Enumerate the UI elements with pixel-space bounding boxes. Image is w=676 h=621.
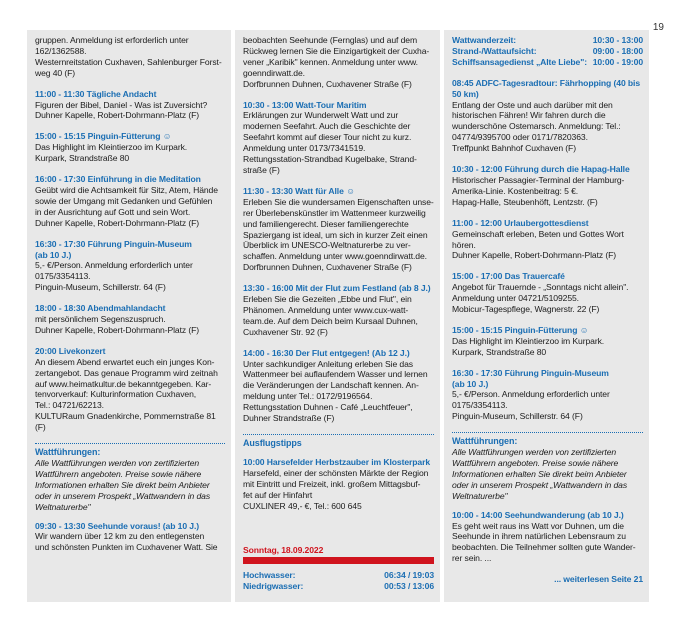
event-line: modernen Seefahrt. Auch die Geschichte der <box>243 121 411 132</box>
event-line: Mobicur-Tagespflege, Wagnerstr. 22 (F) <box>452 304 600 315</box>
event-line: Duhner Kapelle, Robert-Dohrmann-Platz (F) <box>35 324 200 335</box>
event-line: gruppen. Anmeldung ist erforderlich unter <box>35 35 189 45</box>
event-entry <box>452 368 643 423</box>
info-label: Strand-/Wattaufsicht: <box>452 45 537 56</box>
tide-label: Niedrigwasser: <box>243 581 304 592</box>
event-line: Alle Wattführungen werden von zertifizierten <box>452 447 617 458</box>
event-heading: 16:30 - 17:30 Führung Pinguin-Museum <box>452 367 609 378</box>
event-line: KULTURaum Gnadenkirche, Pommernstraße 81 (F) <box>35 411 216 433</box>
event-entry <box>35 303 225 336</box>
event-line: Erleben Sie die Gezeiten „Ebbe und Flut", ein <box>243 294 412 305</box>
event-entry <box>452 78 643 154</box>
event-line: Westernreitstation Cuxhaven, Sahlenburger Forst- <box>35 56 222 67</box>
event-entry <box>35 239 225 294</box>
info-label: Schiffsansagedienst „Alte Liebe": <box>452 56 587 67</box>
event-line: und schönsten Punkten im Cuxhavener Watt. Sie <box>35 542 218 553</box>
event-heading: 10:00 - 14:00 Seehundwanderung (ab 10 J.) <box>452 509 624 520</box>
event-line: wunderschöne Ostemarsch. Anmeldung: Tel.: <box>452 121 621 132</box>
event-line: Treffpunkt Bahnhof Cuxhaven (F) <box>452 143 576 154</box>
event-line: meldung unter Tel.: 0172/9196564. <box>243 391 373 402</box>
info-label: Wattwanderzeit: <box>452 35 517 45</box>
event-line: Anmeldung unter 04721/5109255. <box>452 293 579 304</box>
event-line: Gemeinschaft erleben, Beten und Gottes Wort <box>452 228 624 239</box>
event-entry <box>452 218 643 262</box>
event-line: Erklärungen zur Wunderwelt Watt und zur <box>243 110 399 121</box>
info-row <box>452 35 643 46</box>
event-line: Kurpark, Strandstraße 80 <box>35 153 130 164</box>
event-line: Wattführern angeboten. Preise sowie nähere <box>35 468 202 479</box>
event-heading: 11:00 - 12:00 Urlaubergottesdienst <box>452 217 589 228</box>
event-line: Unter sachkundiger Anleitung erleben Sie das <box>243 358 413 369</box>
event-entry <box>243 35 434 90</box>
event-heading: 15:00 - 15:15 Pinguin-Fütterung ☺ <box>452 324 589 335</box>
event-entry <box>35 35 225 79</box>
event-line: CUXLINER 49,- €, Tel.: 600 645 <box>243 500 362 511</box>
event-line: Rettungsstation-Strandbad Kugelbake, Strand- <box>243 154 417 165</box>
section-body <box>35 458 225 513</box>
event-line: weg 40 (F) <box>35 67 76 78</box>
event-line: historischen Fähren! Wir fahren durch die <box>452 110 606 121</box>
event-line: Tel.: 04721/62213. <box>35 400 104 411</box>
column-3 <box>444 30 649 602</box>
section-body <box>452 447 643 502</box>
event-entry <box>35 89 225 122</box>
event-line: die Veränderungen der Landschaft kennen. An- <box>243 380 419 391</box>
info-row <box>452 57 643 68</box>
event-line: Anmeldung unter 0173/7341519. <box>243 143 366 154</box>
section-title: Wattführungen: <box>452 436 518 447</box>
event-line: und familiengerecht. Dieser familiengerechte <box>243 218 409 229</box>
event-line: rer sein. ... <box>452 553 492 564</box>
event-line: Dorfbrunnen Duhnen, Cuxhavener Straße (F) <box>243 262 412 273</box>
event-line: vener „Karibik" kennen. Anmeldung unter www. <box>243 56 418 67</box>
info-row <box>452 46 643 57</box>
event-line: Entlang der Oste und auch darüber mit den <box>452 99 613 110</box>
event-line: goenndirwatt.de. <box>243 67 305 78</box>
event-line: An diesem Abend erwartet euch ein junges Kon- <box>35 356 215 367</box>
event-entry <box>452 164 643 208</box>
event-line: Duhner Strandstraße (F) <box>243 413 335 424</box>
wattfuehrungen-section <box>35 443 225 512</box>
event-line: 5,- €/Person. Anmeldung erforderlich unter <box>35 260 193 271</box>
info-value: 10:30 - 13:00 <box>592 35 643 45</box>
event-line: sowie der Umgang mit Gedanken und Gefühlen <box>35 195 213 206</box>
event-line: schaffen. Anmeldung unter www.goenndirwatt.de. <box>243 251 427 262</box>
event-line: Informationen erhalten Sie direkt beim Anbieter <box>452 468 627 479</box>
event-line: in der Ausrichtung auf Gott und sein Wort. <box>35 206 191 217</box>
event-line: Phänomen. Anmeldung unter www.cux-watt- <box>243 304 409 315</box>
event-line: hören. <box>452 239 476 250</box>
event-heading: 11:30 - 13:30 Watt für Alle ☺ <box>243 185 355 196</box>
section-title: Ausflugstipps <box>243 438 302 448</box>
event-heading: 16:00 - 17:30 Einführung in die Meditation <box>35 174 201 185</box>
event-line: 04774/9395700 oder 0171/7820363. <box>452 132 588 143</box>
event-line: Seehunde in ihrem natürlichen Lebensraum zu <box>452 531 626 542</box>
event-entry <box>35 174 225 229</box>
column-1 <box>27 30 231 602</box>
event-line: Es geht weit raus ins Watt vor Duhnen, um die <box>452 520 624 531</box>
tide-table <box>243 570 434 592</box>
event-line: Das Highlight im Kleintierzoo im Kurpark. <box>452 335 605 346</box>
event-entry <box>452 271 643 315</box>
event-heading: 20:00 Livekonzert <box>35 345 106 356</box>
event-entry <box>243 186 434 273</box>
event-heading: 14:00 - 16:30 Der Flut entgegen! (Ab 12 J.) <box>243 347 410 358</box>
info-value: 09:00 - 18:00 <box>592 45 643 56</box>
event-line: Amerika-Linie. Kostenbeitrag: 5 €. <box>452 185 579 196</box>
event-line: oder in unserem Prospekt „Wattwandern in das <box>35 490 211 501</box>
event-line: Weltnaturerbe" <box>35 501 91 512</box>
event-line: mit persönlichem Segenszuspruch. <box>35 314 166 325</box>
event-line: Hapag-Halle, Steubenhöft, Lentzstr. (F) <box>452 196 598 207</box>
section-title: Wattführungen: <box>35 447 101 458</box>
event-heading: 15:00 - 17:00 Das Trauercafé <box>452 271 565 282</box>
event-line: straße (F) <box>243 164 280 175</box>
event-line: team.de. Auf dem Deich beim Kursaal Duhnen, <box>243 315 418 326</box>
event-line: Pinguin-Museum, Schillerstr. 64 (F) <box>452 411 583 422</box>
event-line: Erleben Sie die wundersamen Eigenschaften unse- <box>243 196 434 207</box>
event-line: tenvorverkauf: Kulturinformation Cuxhaven, <box>35 389 197 400</box>
event-heading: 08:45 ADFC-Tagesradtour: Fährhopping (40 bis <box>452 77 641 88</box>
event-line: Rettungsstation Duhnen - Café „Leuchtfeuer", <box>243 402 413 413</box>
event-line: rer Überlebenskünstler im Wattenmeer kurzweilig <box>243 207 426 218</box>
event-line: Rückweg lernen Sie die Einzigartigkeit der Cuxha- <box>243 45 430 56</box>
event-line: Harsefeld, einer der schönsten Märkte der Region <box>243 467 429 478</box>
event-line: Duhner Kapelle, Robert-Dohrmann-Platz (F) <box>35 217 200 228</box>
event-line: Angebot für Trauernde - „Sonntags nicht allein". <box>452 282 629 293</box>
event-line: 0175/3354113. <box>452 400 508 411</box>
event-entry <box>35 521 225 554</box>
event-line: Wattführern angeboten. Preise sowie nähere <box>452 458 619 468</box>
event-entry <box>243 100 434 176</box>
event-line: 162/1362588. <box>35 45 87 56</box>
tide-label: Hochwasser: <box>243 570 296 581</box>
event-line: Historischer Passagier-Terminal der Hamburg- <box>452 174 625 185</box>
event-heading: 09:30 - 13:30 Seehunde voraus! (ab 10 J.) <box>35 520 200 531</box>
event-line: Kurpark, Strandstraße 80 <box>452 346 547 357</box>
event-line: Wattenmeer bei auflaufendem Wasser und lernen <box>243 369 428 380</box>
event-heading: 10:00 Harsefelder Herbstzauber im Klosterpark <box>243 456 431 467</box>
event-heading: 11:00 - 11:30 Tägliche Andacht <box>35 88 157 99</box>
event-line: auf www.heimatkultur.de bekanntgegeben. Kar- <box>35 378 212 389</box>
event-heading: 13:30 - 16:00 Mit der Flut zum Festland (ab 8 J.) <box>243 283 431 294</box>
event-heading: 16:30 - 17:30 Führung Pinguin-Museum <box>35 238 192 249</box>
event-heading: 18:00 - 18:30 Abendmahlandacht <box>35 303 166 314</box>
event-line: Das Highlight im Kleintierzoo im Kurpark. <box>35 142 188 153</box>
event-heading: 10:30 - 12:00 Führung durch die Hapag-Halle <box>452 164 630 175</box>
event-line: Seefahrt kommt auf dieser Tour nicht zu kurz. <box>243 132 412 143</box>
event-line: 5,- €/Person. Anmeldung erforderlich unter <box>452 389 610 400</box>
event-heading: 50 km) <box>452 88 479 99</box>
wattfuehrungen-section <box>452 432 643 501</box>
event-line: Duhner Kapelle, Robert-Dohrmann-Platz (F) <box>452 250 617 261</box>
event-entry <box>243 348 434 424</box>
event-line: oder in unserem Prospekt „Wattwandern in das <box>452 479 628 490</box>
continue-reading-link[interactable]: ... weiterlesen Seite 21 <box>554 574 643 585</box>
event-line: Cuxhavener Str. 92 (F) <box>243 326 328 337</box>
info-value: 10:00 - 19:00 <box>592 56 643 67</box>
event-line: beobachten Seehunde (Fernglas) und auf dem <box>243 35 418 45</box>
event-line: Weltnaturerbe" <box>452 490 508 501</box>
event-line: Informationen erhalten Sie direkt beim Anbieter <box>35 479 210 490</box>
event-entry <box>243 283 434 338</box>
event-entry <box>452 510 643 565</box>
event-entry <box>243 457 434 512</box>
event-line: 0175/3354113. <box>35 271 91 282</box>
event-line: mit Eintritt und Freizeit, inkl. großem Mittagsbuf- <box>243 478 421 489</box>
column-2 <box>235 30 440 602</box>
event-entry <box>452 325 643 358</box>
event-line: Figuren der Bibel, Daniel - Was ist Zuversicht? <box>35 99 208 110</box>
event-line: zertangebot. Das genaue Programm wird zeitnah <box>35 367 218 378</box>
tide-row <box>243 570 434 581</box>
page-number: 19 <box>652 22 664 33</box>
ausflugstipps-section <box>243 434 434 449</box>
event-line: Wir wandern über 12 km zu den entlegensten <box>35 531 205 542</box>
event-line: fet auf der Hinfahrt <box>243 489 313 500</box>
event-line: Geübt wird die Achtsamkeit für Sitz, Atem, Hände <box>35 184 218 195</box>
event-heading: (ab 10 J.) <box>35 249 72 260</box>
event-line: Duhner Kapelle, Robert-Dohrmann-Platz (F) <box>35 110 200 121</box>
event-line: Pinguin-Museum, Schillerstr. 64 (F) <box>35 282 166 293</box>
event-line: Alle Wattführungen werden von zertifizierten <box>35 458 200 468</box>
info-rows <box>452 35 643 68</box>
event-entry <box>35 131 225 164</box>
event-line: Überblick im UNESCO-Weltnaturerbe zu ver- <box>243 240 411 251</box>
event-line: beobachten. Die Teilnehmer sollten gute Wander- <box>452 542 636 553</box>
event-line: Spaziergang ist ideal, um sich in kurzer Zeit einen <box>243 229 428 240</box>
event-heading: (ab 10 J.) <box>452 378 489 389</box>
date-heading: Sonntag, 18.09.2022 <box>243 545 434 564</box>
tide-value: 00:53 / 13:06 <box>384 581 434 592</box>
event-heading: 15:00 - 15:15 Pinguin-Fütterung ☺ <box>35 131 172 142</box>
tide-value: 06:34 / 19:03 <box>384 570 434 581</box>
event-entry <box>35 346 225 433</box>
event-heading: 10:30 - 13:00 Watt-Tour Maritim <box>243 99 367 110</box>
tide-row <box>243 581 434 592</box>
event-line: Dorfbrunnen Duhnen, Cuxhavener Straße (F) <box>243 78 412 89</box>
